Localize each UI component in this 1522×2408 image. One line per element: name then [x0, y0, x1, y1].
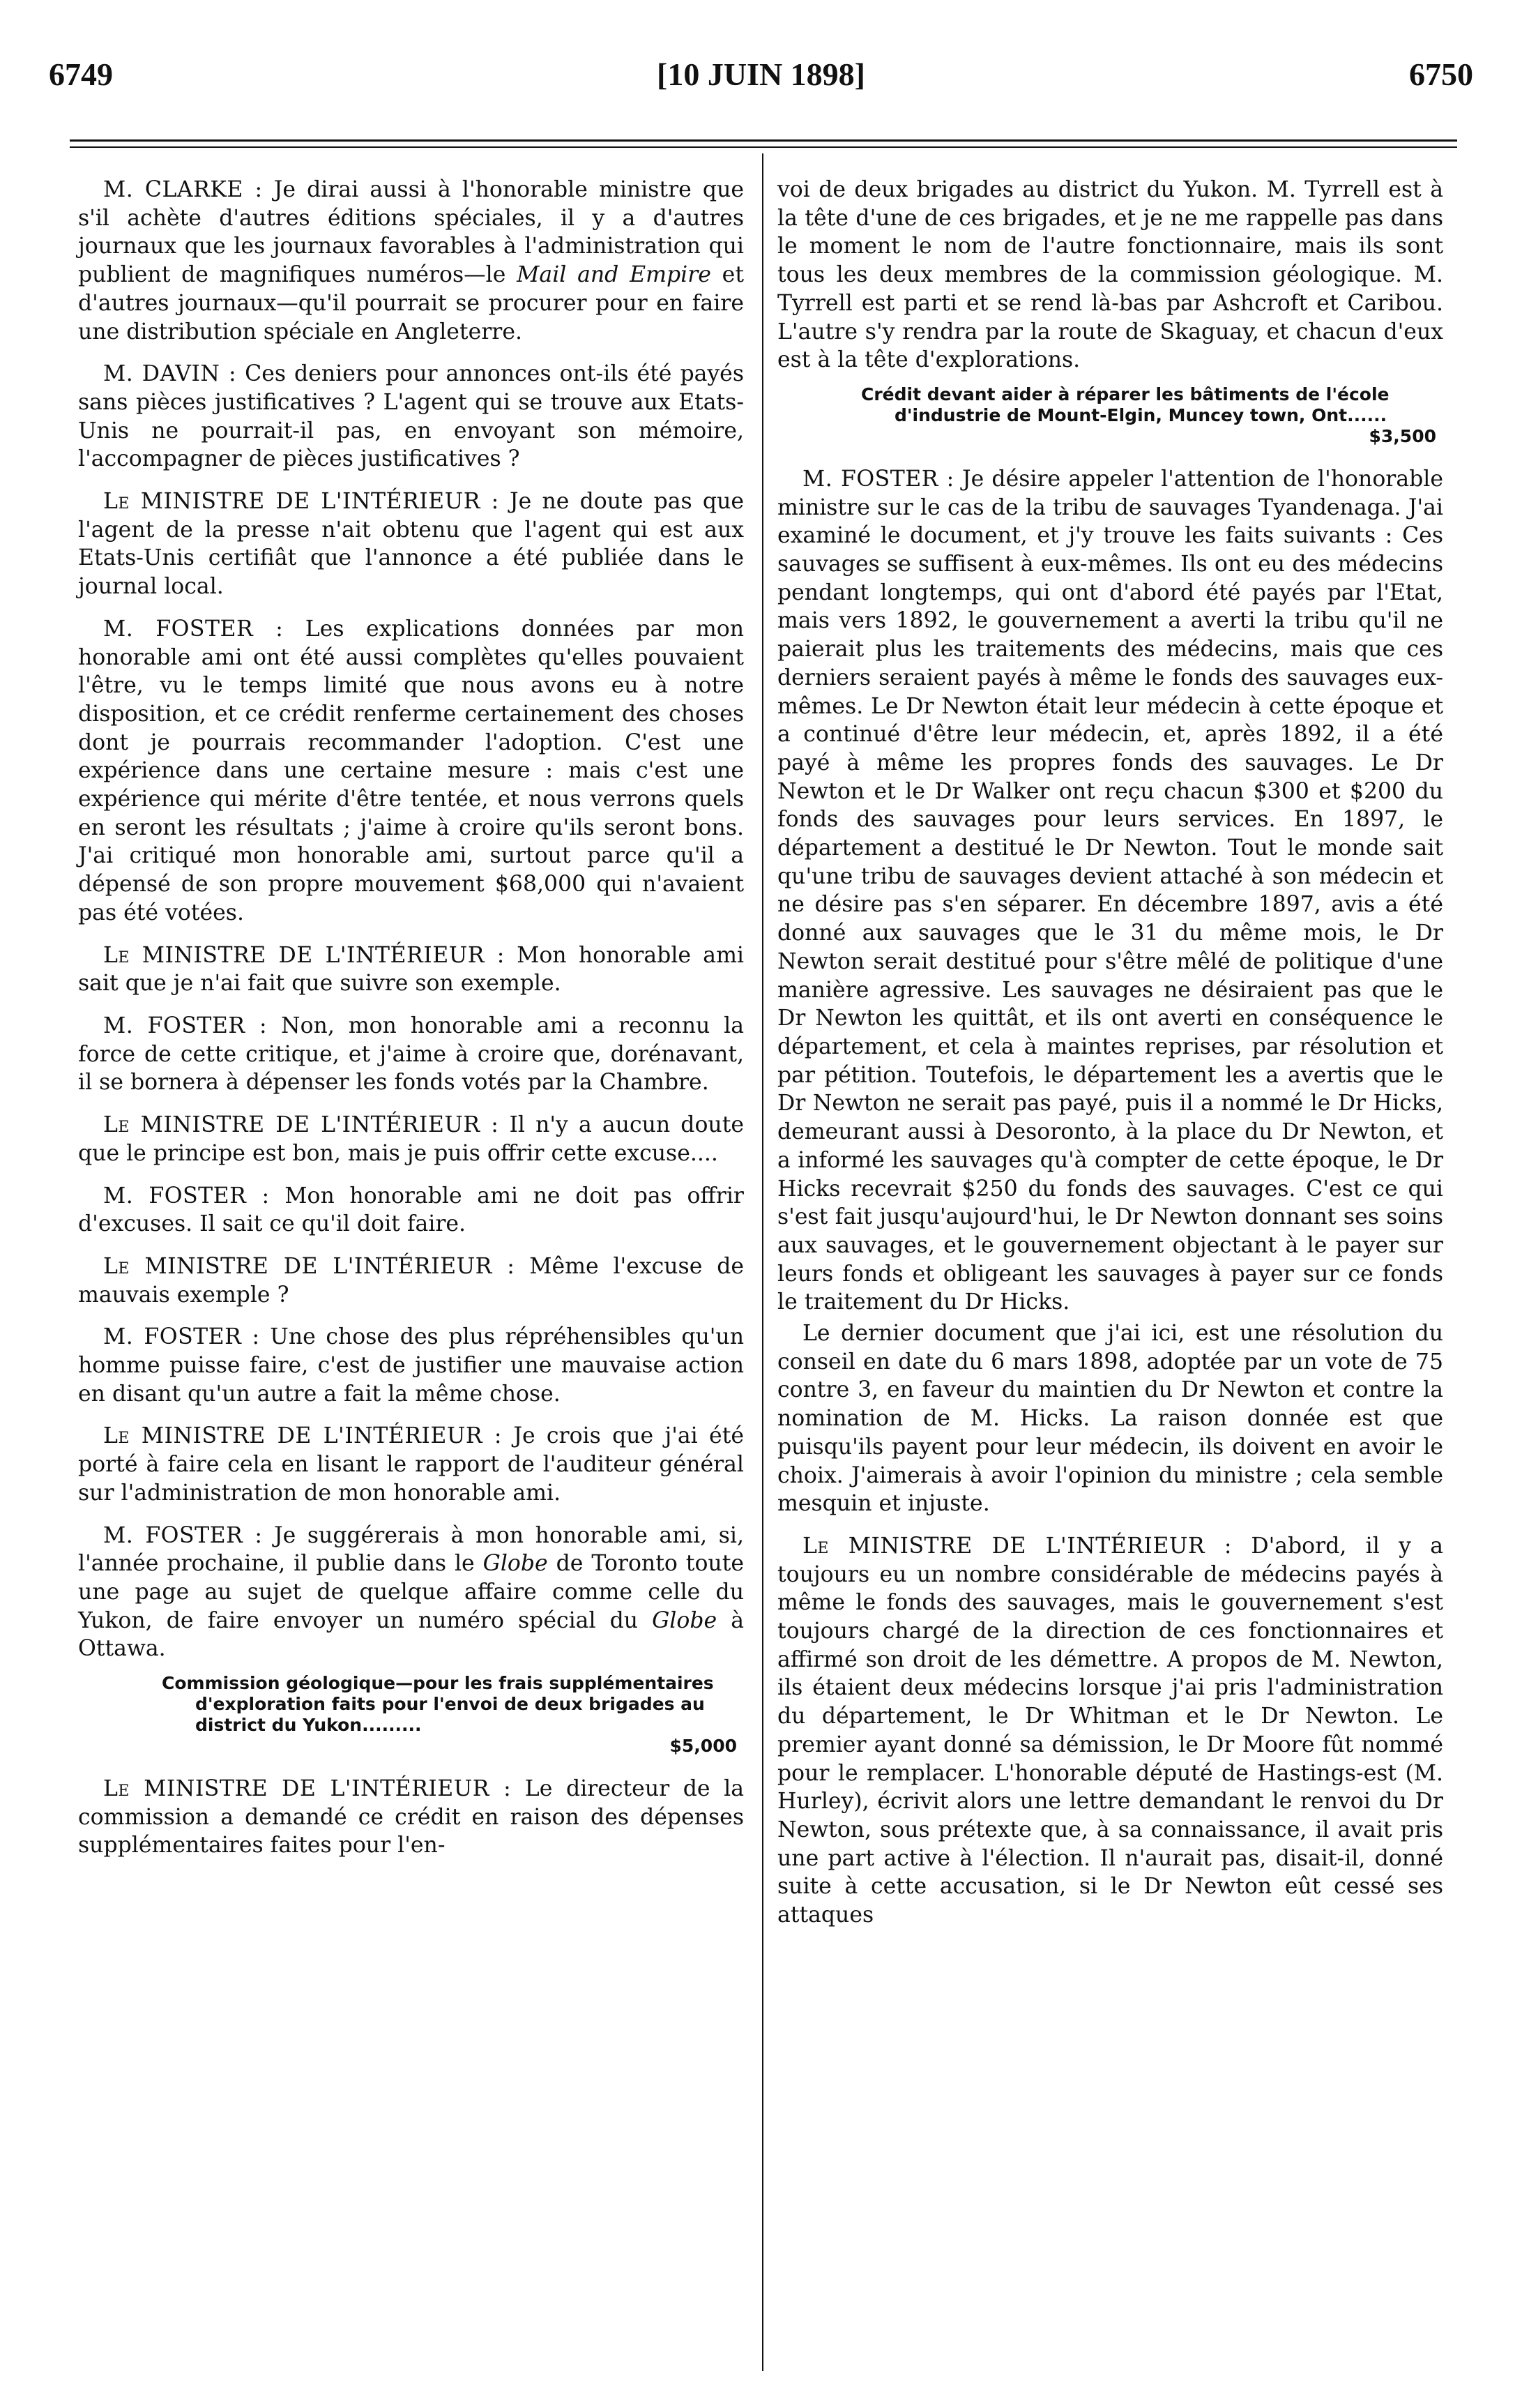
paragraph [78, 941, 744, 998]
italic-title: Mail and Empire [517, 262, 711, 288]
paragraph [78, 1522, 744, 1664]
left-column [78, 176, 744, 1874]
paragraph [78, 1775, 744, 1860]
speaker-name: Le MINISTRE DE L'INTÉRIEUR : [103, 489, 499, 515]
italic-title: Globe [652, 1607, 717, 1633]
speaker-name: M. FOSTER : [103, 1522, 263, 1548]
speech-text: Il n'y a aucun doute que le principe est bon, mais je puis offrir cette excuse.... [78, 1112, 744, 1166]
speech-text: voi de deux brigades au district du Yukon. M. Tyrrell est à la tête d'une de ces brigades, et je ne me rappelle pas dans le moment le nom de l'autre fonctionnaire, mais ils sont tous les deux membres de la commission géologique. M. Tyrrell est parti et se rend là-bas par Ashcroft et Caribou. L'autre s'y rendra par la route de Skaguay, et chacun d'eux est à la tête d'explorations. [777, 177, 1443, 373]
paragraph [78, 1012, 744, 1097]
speech-text: à Ottawa. [78, 1607, 744, 1662]
speech-text: Je suggérerais à mon honorable ami, si, l'année prochaine, il publie dans le [78, 1522, 744, 1577]
paragraph [78, 615, 744, 927]
speaker-name: Le MINISTRE DE L'INTÉRIEUR : [103, 1776, 512, 1802]
speaker-name: Le MINISTRE DE L'INTÉRIEUR : [103, 1253, 515, 1279]
speech-text: D'abord, il y a toujours eu un nombre considérable de médecins payés à même le fonds des sauvages, mais le gouvernement s'est toujours chargé de la direction de ces fonctionnaires et affirmé son droit de les démettre. A propos de M. Newton, ils étaient deux médecins lorsque j'ai pris l'administration du département, le Dr Whitman et le Dr Newton. Le premier ayant donné sa démission, le Dr Moore fût nommé pour le remplacer. L'honorable député de Hastings-est (M. Hurley), écrivit alors une lettre demandant le renvoi du Dr Newton, sous prétexte que, à sa connaissance, il avait pris une part active à l'élection. Il n'aurait pas, disait-il, donné suite à cette accusation, si le Dr Newton eût cessé ses attaques [777, 1533, 1443, 1928]
speaker-name: M. FOSTER : [802, 466, 954, 492]
paragraph [78, 1252, 744, 1309]
header-rule-bottom [70, 146, 1457, 148]
speaker-name: Le MINISTRE DE L'INTÉRIEUR : [103, 1112, 499, 1138]
credit-item [777, 384, 1443, 447]
right-column [777, 176, 1443, 1944]
credit-label: Crédit devant aider à réparer les bâtiments de l'école d'industrie de Mount-Elgin, Muncey town, Ont...... [861, 384, 1390, 425]
paragraph [78, 1422, 744, 1507]
speech-text: de Toronto toute une page au sujet de quelque affaire comme celle du Yukon, de faire envoyer un numéro spécial du [78, 1551, 744, 1633]
speech-text: Les explications données par mon honorable ami ont été aussi complètes qu'elles pouvaient l'être, vu le temps limité que nous avons eu à notre disposition, et ce crédit renferme certainement des choses dont je pourrais recommander l'adoption. C'est une expérience dans une certaine mesure : mais c'est une expérience qui mérite d'être tentée, et nous verrons quels en seront les résultats ; j'aime à croire qu'ils seront bons. J'ai critiqué mon honorable ami, surtout parce qu'il a dépensé de son propre mouvement $68,000 qui n'avaient pas été votées. [78, 616, 744, 925]
speech-text: Non, mon honorable ami a reconnu la force de cette critique, et j'aime à croire que, dorénavant, il se bornera à dépenser les fonds votés par la Chambre. [78, 1013, 744, 1096]
speaker-name: Le MINISTRE DE L'INTÉRIEUR : [103, 1423, 503, 1449]
speech-text: Je ne doute pas que l'agent de la presse n'ait obtenu que l'agent qui est aux Etats-Unis certifiât que l'annonce a été publiée dans le journal local. [78, 489, 745, 600]
speaker-name: M. FOSTER : [103, 1183, 270, 1209]
paragraph [78, 487, 744, 601]
paragraph [78, 360, 744, 474]
speaker-name: M. FOSTER : [103, 616, 284, 642]
speech-text: et d'autres journaux—qu'il pourrait se procurer pour en faire une distribution spéciale en Angleterre. [78, 262, 744, 344]
header-date: [10 JUIN 1898] [657, 56, 865, 92]
header-rule-top [70, 139, 1457, 142]
speech-text: Mon honorable ami ne doit pas offrir d'excuses. Il sait ce qu'il doit faire. [78, 1183, 744, 1237]
speech-text: Je dirai aussi à l'honorable ministre que s'il achète d'autres éditions spéciales, il y a d'autres journaux que les journaux favorables à l'administration qui publient de magnifiques numéros—le [78, 177, 744, 288]
speech-text: Je crois que j'ai été porté à faire cela en lisant le rapport de l'auditeur général sur l'administration de mon honorable ami. [78, 1423, 744, 1506]
page-number-right: 6750 [1409, 56, 1473, 92]
paragraph [78, 1323, 744, 1408]
paragraph [78, 1111, 744, 1167]
credit-item [78, 1673, 744, 1757]
credit-amount: $3,500 [1369, 425, 1436, 446]
speech-text: Le directeur de la commission a demandé ce crédit en raison des dépenses supplémentaires faites pour l'en- [78, 1776, 745, 1858]
speaker-name: Le MINISTRE DE L'INTÉRIEUR : [103, 942, 505, 968]
speech-text: Même l'excuse de mauvais exemple ? [78, 1253, 745, 1308]
speech-text: Une chose des plus répréhensibles qu'un homme puisse faire, c'est de justifier une mauvaise action en disant qu'un autre a fait la même chose. [78, 1324, 745, 1407]
paragraph [777, 1532, 1443, 1930]
page-number-left: 6749 [49, 56, 113, 92]
credit-amount: $5,000 [669, 1736, 737, 1757]
paragraph [777, 176, 1443, 374]
speech-text: Je désire appeler l'attention de l'honorable ministre sur le cas de la tribu de sauvages Tyandenaga. J'ai examiné le document, et j'y trouve les faits suivants : Ces sauvages se suffisent à eux-mêmes. Ils ont eu des médecins pendant longtemps, qui ont d'abord été payés par l'Etat, mais vers 1892, le gouvernement a averti la tribu qu'il ne paierait plus les traitements des médecins, mais que ces derniers seraient payés à même le fonds des sauvages eux-mêmes. Le Dr Newton était leur médecin à cette époque et a continué d'être leur médecin, et, après 1892, il a été payé à même les propres fonds des sauvages. Le Dr Newton et le Dr Walker ont reçu chacun $300 et $200 du fonds des sauvages pour leurs services. En 1897, le département a destitué le Dr Newton. Tout le monde sait qu'une tribu de sauvages devient attaché à son médecin et ne désire pas s'en séparer. En décembre 1897, avis a été donné aux sauvages que le 31 du même mois, le Dr Newton serait destitué pour s'être mêlé de politique d'une manière agressive. Les sauvages ne désiraient pas que le Dr Newton les quittât, et ils ont averti en conséquence le département, et cela à maintes reprises, par résolution et par pétition. Toutefois, le département les a avertis que le Dr Newton ne serait pas payé, puis il a nommé le Dr Hicks, demeurant aussi à Desoronto, à la place du Dr Newton, et a informé les sauvages qu'à compter de cette époque, le Dr Hicks recevrait $250 du fonds des sauvages. C'est ce qui s'est fait jusqu'aujourd'hui, le Dr Newton donnant ses soins aux sauvages, et le gouvernement objectant à le payer sur leurs fonds et obligeant les sauvages à payer sur ce fonds le traitement du Dr Hicks. [777, 466, 1443, 1315]
paragraph [78, 1182, 744, 1239]
speaker-name: M. FOSTER : [103, 1013, 268, 1038]
paragraph [777, 465, 1443, 1317]
paragraph [78, 176, 744, 346]
credit-label: Commission géologique—pour les frais supplémentaires d'exploration faits pour l'envoi de deux brigades au district du Yukon......... [162, 1673, 714, 1736]
speech-text: Le dernier document que j'ai ici, est une résolution du conseil en date du 6 mars 1898, adoptée par un vote de 75 contre 3, en faveur du maintien du Dr Newton et contre la nomination de M. Hicks. La raison donnée est que puisqu'ils payent pour leur médecin, ils doivent en avoir le choix. J'aimerais à avoir l'opinion du ministre ; cela semble mesquin et injuste. [777, 1321, 1443, 1517]
speech-text: Mon honorable ami sait que je n'ai fait que suivre son exemple. [78, 942, 745, 997]
speaker-name: M. DAVIN : [103, 361, 237, 387]
credit-amount-line [162, 1736, 737, 1757]
column-divider [762, 153, 763, 2371]
speech-text: Ces deniers pour annonces ont-ils été payés sans pièces justificatives ? L'agent qui se trouve aux Etats-Unis ne pourrait-il pas, en envoyant son mémoire, l'accompagner de pièces justificatives ? [78, 361, 744, 472]
speaker-name: M. CLARKE : [103, 177, 263, 202]
page-header [49, 56, 1473, 112]
credit-amount-line [861, 426, 1436, 447]
speaker-name: M. FOSTER : [103, 1324, 260, 1350]
speaker-name: Le MINISTRE DE L'INTÉRIEUR : [802, 1533, 1233, 1559]
paragraph [777, 1319, 1443, 1518]
italic-title: Globe [482, 1551, 548, 1577]
